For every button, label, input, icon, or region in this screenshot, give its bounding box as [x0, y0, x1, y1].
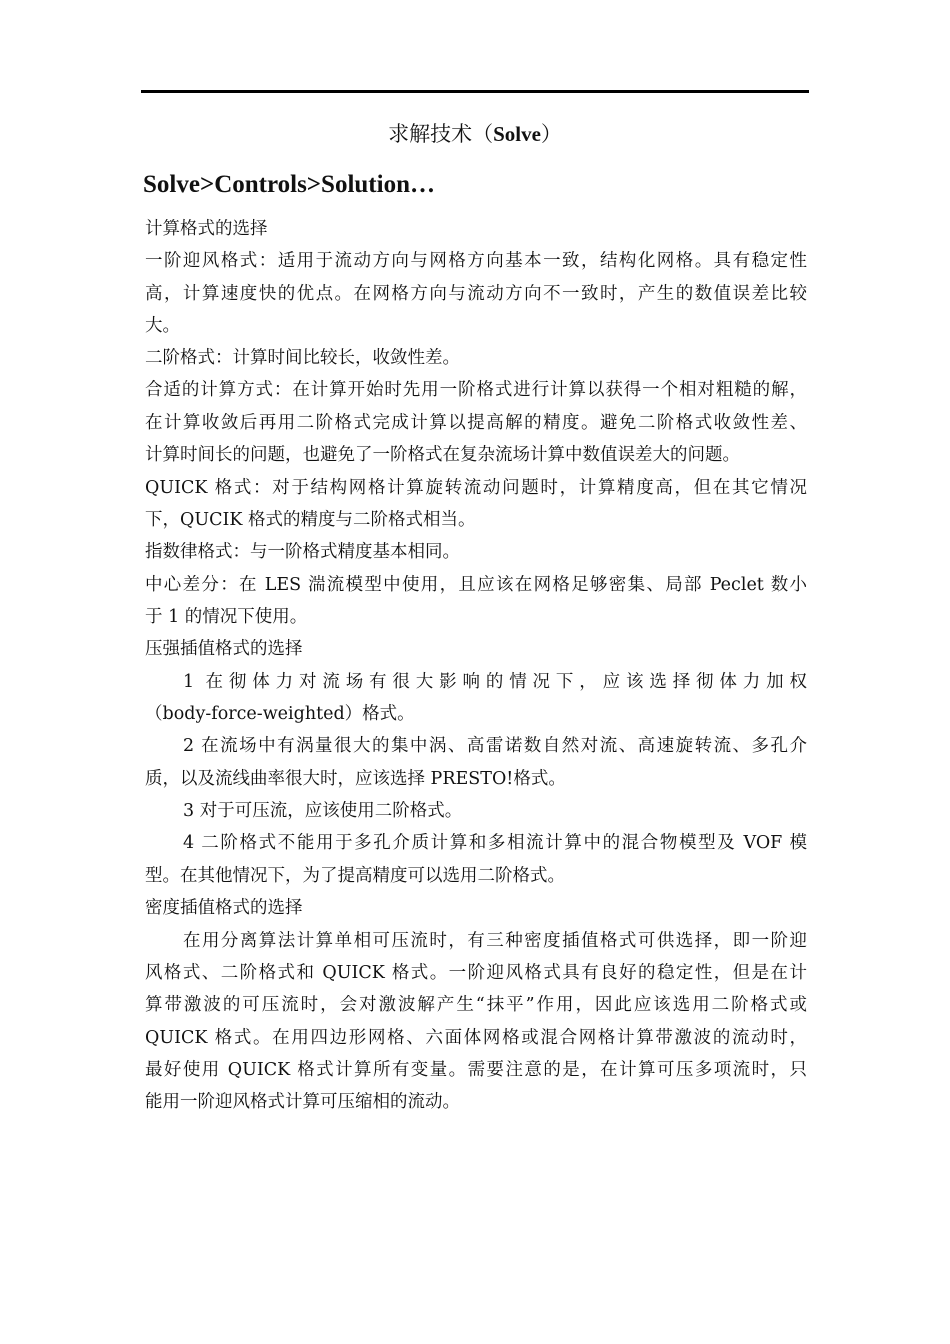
paragraph-line: 高，计算速度快的优点。在网格方向与流动方向不一致时，产生的数值误差比较 [145, 284, 807, 304]
section-heading-pressure: 压强插值格式的选择 [145, 639, 303, 659]
paragraph-line: 于 1 的情况下使用。 [145, 607, 308, 627]
paragraph-line: 指数律格式：与一阶格式精度基本相同。 [145, 542, 460, 562]
paragraph-line: 最好使用 QUICK 格式计算所有变量。需要注意的是，在计算可压多项流时，只 [145, 1060, 807, 1080]
paragraph-line: 一阶迎风格式：适用于流动方向与网格方向基本一致，结构化网格。具有稳定性 [145, 251, 807, 271]
paragraph-line: 算带激波的可压流时，会对激波解产生“抹平”作用，因此应该选用二阶格式或 [145, 995, 807, 1015]
page-title [141, 118, 809, 150]
paragraph-line: 能用一阶迎风格式计算可压缩相的流动。 [145, 1092, 460, 1112]
paragraph-line: 中心差分：在 LES 湍流模型中使用，且应该在网格足够密集、局部 Peclet 数小 [145, 575, 807, 595]
list-item-line: 质，以及流线曲率很大时，应该选择 PRESTO!格式。 [145, 769, 566, 789]
section-heading-density: 密度插值格式的选择 [145, 898, 303, 918]
paragraph-line: 大。 [145, 316, 180, 336]
section-heading-scheme: 计算格式的选择 [145, 219, 268, 239]
paragraph-line: 计算时间长的问题，也避免了一阶格式在复杂流场计算中数值误差大的问题。 [145, 445, 740, 465]
paragraph-line: 合适的计算方式：在计算开始时先用一阶格式进行计算以获得一个相对粗糙的解， [145, 380, 807, 400]
header-rule [141, 90, 809, 93]
list-item-line: 2 在流场中有涡量很大的集中涡、高雷诺数自然对流、高速旋转流、多孔介 [183, 736, 807, 756]
title-bold: Solve [493, 122, 541, 146]
list-item-line: 1 在彻体力对流场有很大影响的情况下，应该选择彻体力加权 [183, 672, 807, 692]
list-item-line: （body-force-weighted）格式。 [145, 704, 415, 724]
paragraph-line: 在计算收敛后再用二阶格式完成计算以提高解的精度。避免二阶格式收敛性差、 [145, 413, 807, 433]
paragraph-line: 风格式、二阶格式和 QUICK 格式。一阶迎风格式具有良好的稳定性，但是在计 [145, 963, 807, 983]
list-item-line: 型。在其他情况下，为了提高精度可以选用二阶格式。 [145, 866, 565, 886]
paragraph-line: 在用分离算法计算单相可压流时，有三种密度插值格式可供选择，即一阶迎 [183, 931, 807, 951]
paragraph-line: 下，QUCIK 格式的精度与二阶格式相当。 [145, 510, 476, 530]
title-suffix: ） [540, 122, 562, 146]
paragraph-line: 二阶格式：计算时间比较长，收敛性差。 [145, 348, 460, 368]
menu-path-heading: Solve>Controls>Solution… [143, 171, 435, 198]
title-prefix: 求解技术（ [388, 122, 494, 146]
paragraph-line: QUICK 格式。在用四边形网格、六面体网格或混合网格计算带激波的流动时， [145, 1028, 807, 1048]
list-item-line: 3 对于可压流，应该使用二阶格式。 [183, 801, 463, 821]
paragraph-line: QUICK 格式：对于结构网格计算旋转流动问题时，计算精度高，但在其它情况 [145, 478, 807, 498]
list-item-line: 4 二阶格式不能用于多孔介质计算和多相流计算中的混合物模型及 VOF 模 [183, 833, 807, 853]
